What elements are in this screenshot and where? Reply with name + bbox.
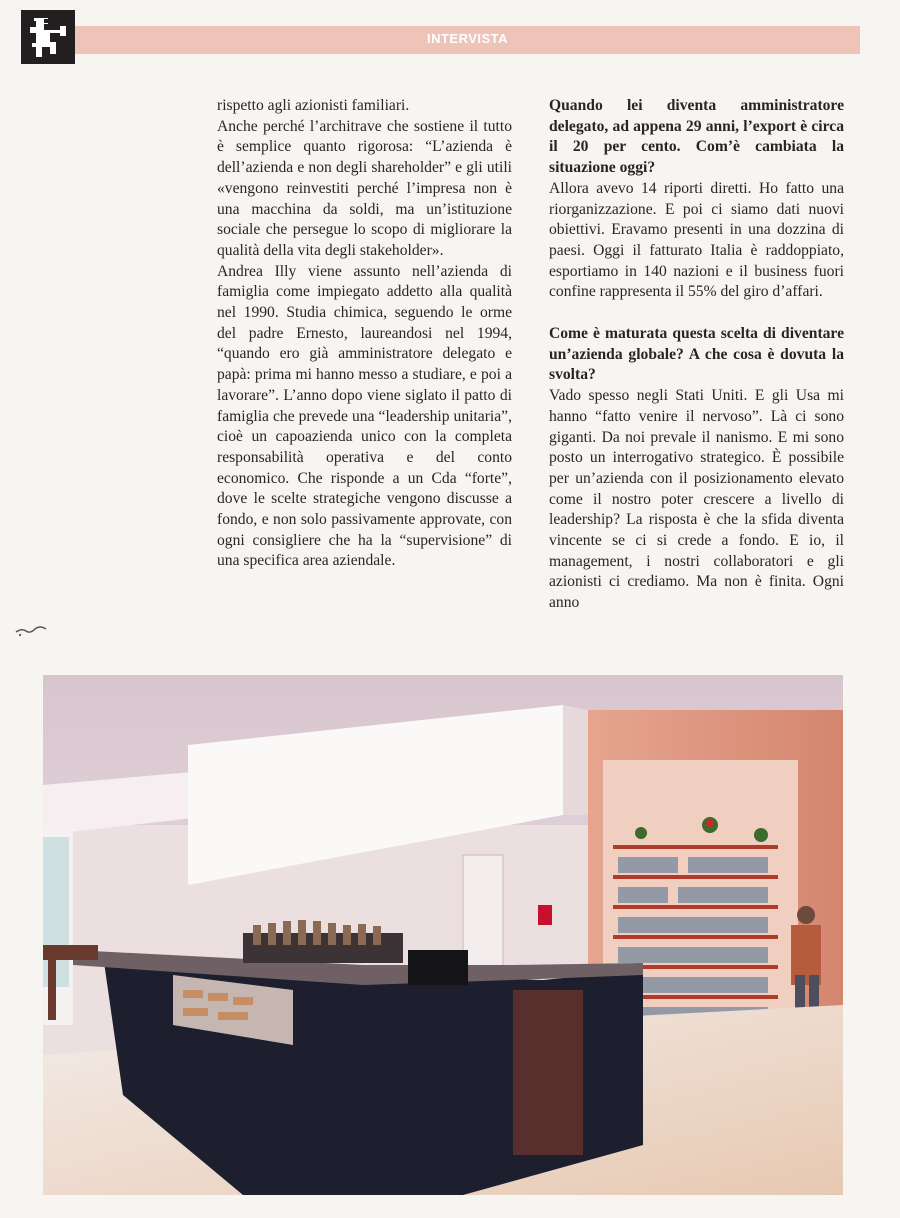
interview-answer: Vado spesso negli Stati Uniti. E gli Usa mi hanno “fatto venire il nervoso”. Là ci sono giganti. Da noi prevale il nanismo. E mi sono posto un interrogativo strategico. È possibile per un’azienda con il posizionamento elevato come il nostro poter crescere a livello di leadership? La risposta è che la sfida diventa vincente se ci si crede a fondo. E io, il management, i nostri collaboratori e gli azionisti ci crediamo. Ma non è finita. Ogni anno (549, 387, 844, 612)
interview-question: Quando lei diventa amministratore delegato, ad appena 29 anni, l’export è circa il 20 per cento. Com’è cambiata la situazione oggi? (549, 97, 844, 177)
article-paragraph: rispetto agli azionisti familiari. (217, 97, 410, 114)
puzzle-figure-logo (21, 10, 75, 64)
article-paragraph: Anche perché l’architrave che sostiene il tutto è semplice quanto rigorosa: “L’azienda è dell’azienda e non degli shareholder” e gli utili «vengono reinvestiti perché l’impresa non è una macchina da soldi, ma un’istituzione sociale che persegue lo scopo di migliorare la qualità della vita degli stakeholder». (217, 117, 512, 259)
article-column-right (549, 96, 844, 614)
scan-smudge (14, 622, 48, 638)
paragraph-spacer (549, 303, 844, 324)
interview-question: Come è maturata questa scelta di diventare un’azienda globale? A che cosa è dovuta la svolta? (549, 325, 844, 384)
article-column-left (217, 96, 512, 572)
interview-answer: Allora avevo 14 riporti diretti. Ho fatto una riorganizzazione. E poi ci siamo dati nuovi obiettivi. Eravamo presenti in una dozzina di paesi. Oggi il fatturato Italia è raddoppiato, esportiamo in 140 nazioni e il business fuori confine rappresenta il 55% del giro d’affari. (549, 179, 844, 301)
section-label: INTERVISTA (426, 31, 509, 46)
article-paragraph: Andrea Illy viene assunto nell’azienda di famiglia come impiegato addetto alla qualità nel 1990. Studia chimica, seguendo le orme del padre Ernesto, laureandosi nel 1994, “quando ero già amministratore delegato e papà: prima mi hanno messo a studiare, e poi a lavorare”. L’anno dopo viene siglato il patto di famiglia che prevede una “leadership unitaria”, cioè un capoazienda unico con la completa responsabilità operativa e del conto economico. Che risponde a un Cda “forte”, dove le scelte strategiche vengono discusse a fondo, e non solo passivamente approvate, con ogni consigliere che ha la “supervisione” di una specifica area aziendale. (217, 262, 512, 570)
store-interior-photo (43, 675, 843, 1195)
section-header-band (75, 26, 860, 54)
